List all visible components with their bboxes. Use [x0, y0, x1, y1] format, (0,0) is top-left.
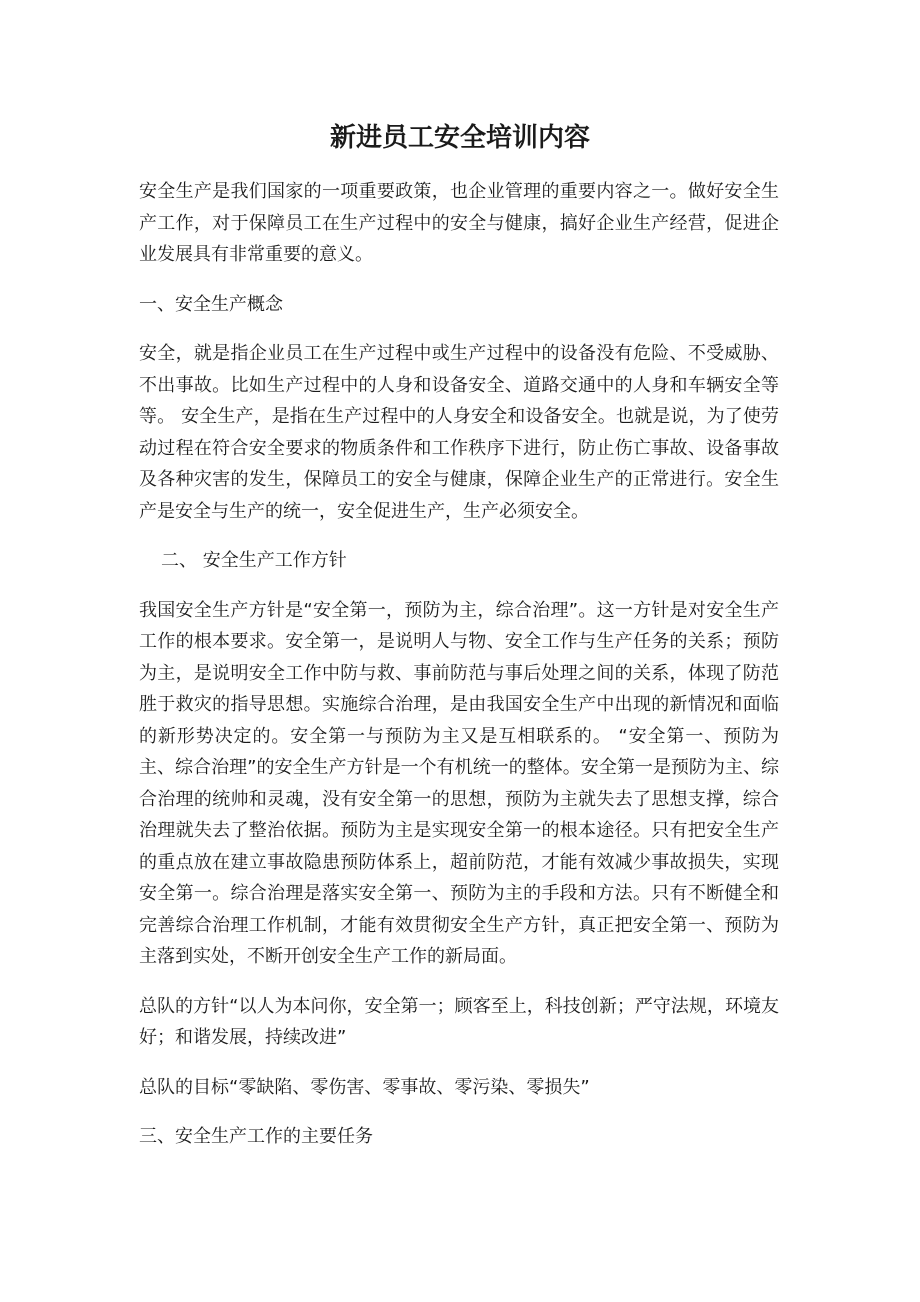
policy-paragraph: 我国安全生产方针是“安全第一，预防为主，综合治理”。这一方针是对安全生产工作的根本要求。安全第一，是说明人与物、安全工作与生产任务的关系；预防为主，是说明安全工作中防与救、事前防范与事后处理之间的关系，体现了防范胜于救灾的指导思想。实施综合治理，是由我国安全生产中出现的新情况和面临的新形势决定的。安全第一与预防为主又是互相联系的。 “安全第一、预防为主、综合治理”的安全生产方针是一个有机统一的整体。安全第一是预防为主、综合治理的统帅和灵魂，没有安全第一的思想，预防为主就失去了思想支撑，综合治理就失去了整治依据。预防为主是实现安全第一的根本途径。只有把安全生产的重点放在建立事故隐患预防体系上，超前防范，才能有效减少事故损失，实现安全第一。综合治理是落实安全第一、预防为主的手段和方法。只有不断健全和完善综合治理工作机制，才能有效贯彻安全生产方针，真正把安全第一、预防为主落到实处，不断开创安全生产工作的新局面。	[139, 599, 779, 967]
team-goal-paragraph: 总队的目标“零缺陷、零伤害、零事故、零污染、零损失”	[139, 1076, 590, 1098]
intro-paragraph: 安全生产是我们国家的一项重要政策，也企业管理的重要内容之一。做好安全生产工作，对于保障员工在生产过程中的安全与健康，搞好企业生产经营，促进企业发展具有非常重要的意义。	[139, 181, 779, 265]
section-heading-policy: 二、 安全生产工作方针	[161, 550, 347, 571]
section-heading-concept: 一、安全生产概念	[139, 293, 283, 315]
document-title: 新进员工安全培训内容	[329, 123, 590, 153]
section-heading-tasks: 三、安全生产工作的主要任务	[139, 1126, 373, 1147]
team-policy-paragraph: 总队的方针“以人为本问你，安全第一；顾客至上，科技创新；严守法规，环境友好；和谐发展，持续改进”	[139, 995, 779, 1048]
concept-paragraph: 安全，就是指企业员工在生产过程中或生产过程中的设备没有危险、不受威胁、不出事故。比如生产过程中的人身和设备安全、道路交通中的人身和车辆安全等等。 安全生产，是指在生产过程中的人身安全和设备安全。也就是说，为了使劳动过程在符合安全要求的物质条件和工作秩序下进行，防止伤亡事故、设备事故及各种灾害的发生，保障员工的安全与健康，保障企业生产的正常进行。安全生产是安全与生产的统一，安全促进生产，生产必须安全。	[139, 343, 779, 522]
document-body	[139, 176, 779, 1171]
